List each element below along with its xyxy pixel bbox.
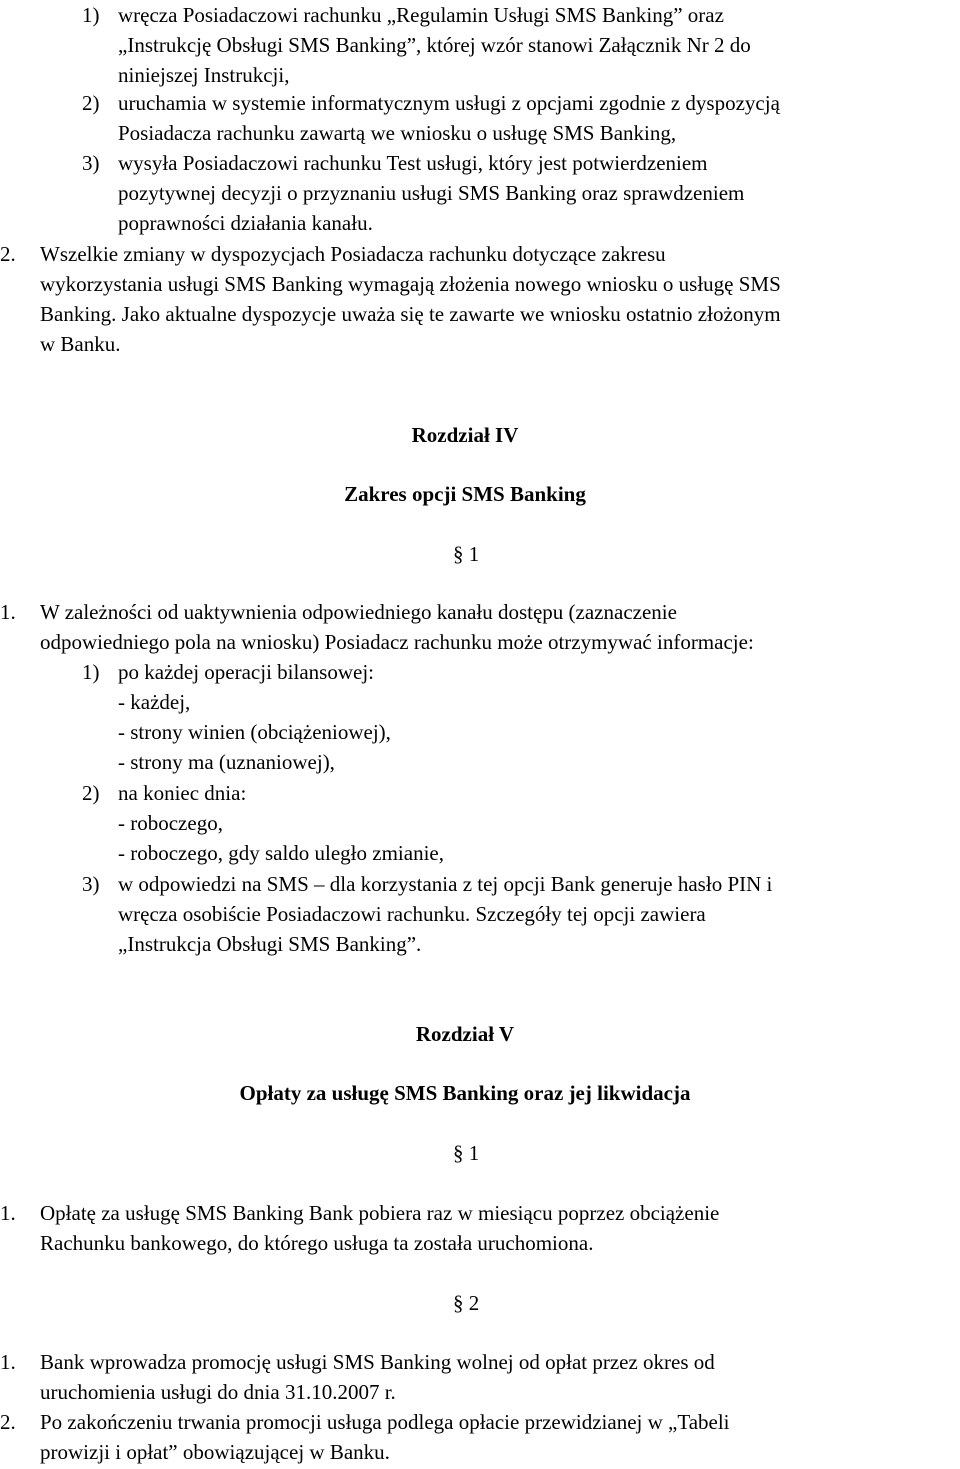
list-item-3 bbox=[82, 148, 874, 238]
list-item-2 bbox=[82, 88, 874, 148]
text-line: 1. Opłatę za usługę SMS Banking Bank pobiera raz w miesiącu poprzez obciążenie bbox=[0, 1198, 960, 1228]
sublist-item-2 bbox=[82, 778, 922, 868]
list-item-text bbox=[118, 88, 874, 148]
section-number: § 2 bbox=[453, 1291, 480, 1315]
paragraph-number: 1. bbox=[0, 1201, 16, 1225]
text-line: uruchomienia usługi do dnia 31.10.2007 r. bbox=[40, 1380, 396, 1404]
list-number: 1) bbox=[82, 3, 100, 27]
list-number: 2) bbox=[82, 781, 100, 805]
chapter-title: Opłaty za usługę SMS Banking oraz jej likwidacja bbox=[239, 1081, 691, 1105]
text-line: 1. Bank wprowadza promocję usługi SMS Banking wolnej od opłat przez okres od bbox=[0, 1347, 960, 1377]
section-number: § 1 bbox=[453, 1141, 480, 1165]
list-number: 3) bbox=[82, 872, 100, 896]
text-line: wręcza osobiście Posiadaczowi rachunku. Szczegóły tej opcji zawiera bbox=[118, 902, 706, 926]
sublist-item-1 bbox=[82, 657, 922, 777]
list-number: 2) bbox=[82, 91, 100, 115]
chapter-heading: Rozdział V bbox=[415, 1022, 515, 1046]
paragraph-2 bbox=[0, 1407, 960, 1467]
dash-item: - strony winien (obciążeniowej), bbox=[118, 720, 391, 744]
text-line: niniejszej Instrukcji, bbox=[118, 63, 290, 87]
list-item-text: na koniec dnia: - roboczego, - roboczego, gdy saldo uległo zmianie, bbox=[118, 778, 922, 868]
text-line: odpowiedniego pola na wniosku) Posiadacz rachunku może otrzymywać informacje: bbox=[40, 630, 754, 654]
text-line: wysyła Posiadaczowi rachunku Test usługi, który jest potwierdzeniem bbox=[118, 151, 708, 175]
text-line: 2. Wszelkie zmiany w dyspozycjach Posiadacza rachunku dotyczące zakresu bbox=[0, 239, 960, 269]
chapter-heading: Rozdział IV bbox=[411, 423, 519, 447]
text-line: 2. Po zakończeniu trwania promocji usługa podlega opłacie przewidzianej w „Tabeli bbox=[0, 1407, 960, 1437]
list-item-text bbox=[118, 869, 934, 959]
text-line: pozytywnej decyzji o przyznaniu usługi SMS Banking oraz sprawdzeniem bbox=[118, 181, 745, 205]
list-number: 1) bbox=[82, 660, 100, 684]
list-item-text: po każdej operacji bilansowej: - każdej, - strony winien (obciążeniowej), - strony ma (uznaniowej), bbox=[118, 657, 922, 777]
list-number: 3) bbox=[82, 151, 100, 175]
paragraph-number: 1. bbox=[0, 1350, 16, 1374]
text-line: wręcza Posiadaczowi rachunku „Regulamin Usługi SMS Banking” oraz bbox=[118, 3, 724, 27]
list-item-text bbox=[118, 0, 874, 90]
list-item-text bbox=[118, 148, 874, 238]
paragraph-1 bbox=[0, 1198, 960, 1258]
text-line: prowizji i opłat” obowiązującej w Banku. bbox=[40, 1440, 390, 1464]
text-line: Posiadacza rachunku zawartą we wniosku o usługę SMS Banking, bbox=[118, 121, 677, 145]
text-line: w odpowiedzi na SMS – dla korzystania z tej opcji Bank generuje hasło PIN i bbox=[118, 872, 773, 896]
text-line: 1. W zależności od uaktywnienia odpowiedniego kanału dostępu (zaznaczenie bbox=[0, 597, 960, 627]
paragraph-2 bbox=[0, 239, 960, 359]
text-line: uruchamia w systemie informatycznym usługi z opcjami zgodnie z dyspozycją bbox=[118, 91, 780, 115]
list-item-1 bbox=[82, 0, 874, 90]
text-line: wykorzystania usługi SMS Banking wymagają złożenia nowego wniosku o usługę SMS bbox=[40, 272, 781, 296]
paragraph-1 bbox=[0, 597, 960, 657]
dash-item: - każdej, bbox=[118, 690, 191, 714]
paragraph-number: 2. bbox=[0, 1410, 16, 1434]
chapter-title: Zakres opcji SMS Banking bbox=[344, 482, 586, 506]
dash-item: - strony ma (uznaniowej), bbox=[118, 750, 335, 774]
dash-item: - roboczego, bbox=[118, 811, 223, 835]
sublist-item-3 bbox=[82, 869, 934, 959]
text-line: Rachunku bankowego, do którego usługa ta została uruchomiona. bbox=[40, 1231, 594, 1255]
paragraph-number: 1. bbox=[0, 600, 16, 624]
text-line: „Instrukcja Obsługi SMS Banking”. bbox=[118, 932, 422, 956]
text-line: w Banku. bbox=[40, 332, 121, 356]
section-sign: § bbox=[453, 1141, 464, 1165]
paragraph-number: 2. bbox=[0, 242, 16, 266]
text-line: poprawności działania kanału. bbox=[118, 211, 373, 235]
section-sign: § bbox=[453, 1291, 464, 1315]
text-line: „Instrukcję Obsługi SMS Banking”, której wzór stanowi Załącznik Nr 2 do bbox=[118, 33, 751, 57]
dash-item: - roboczego, gdy saldo uległo zmianie, bbox=[118, 841, 444, 865]
section-number: § 1 bbox=[453, 542, 480, 566]
section-sign: § bbox=[453, 542, 464, 566]
text-line: Banking. Jako aktualne dyspozycje uważa się te zawarte we wniosku ostatnio złożonym bbox=[40, 302, 781, 326]
paragraph-1 bbox=[0, 1347, 960, 1407]
